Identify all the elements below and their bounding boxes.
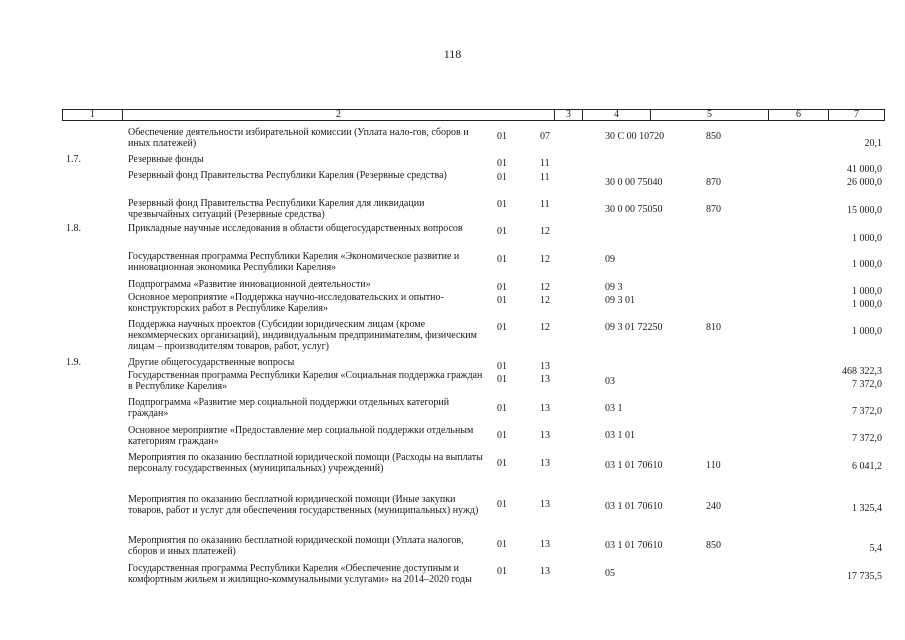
header-col-2: 2 <box>123 110 555 120</box>
row-name: Поддержка научных проектов (Субсидии юридическим лицам (кроме некоммерческих организаций), индивидуальным предпринимателям, физическим лицам – производителям товаров, работ, услуг) <box>128 319 477 352</box>
row-col-4: 12 <box>540 226 550 237</box>
row-col-5: 30 0 00 75050 <box>605 204 663 215</box>
row-col-4: 13 <box>540 499 550 510</box>
row-col-6: 850 <box>706 131 721 142</box>
row-col-7: 1 000,0 <box>852 286 882 297</box>
row-col-4: 13 <box>540 403 550 414</box>
row-col-7: 15 000,0 <box>847 205 882 216</box>
row-col-4: 11 <box>540 158 550 169</box>
row-name: Обеспечение деятельности избирательной комиссии (Уплата нало-гов, сборов и иных платежей) <box>128 127 469 149</box>
row-col-6: 870 <box>706 177 721 188</box>
row-col-5: 09 3 01 72250 <box>605 322 663 333</box>
row-col-3: 01 <box>497 430 507 441</box>
row-name: Подпрограмма «Развитие инновационной деятельности» <box>128 279 371 290</box>
row-col-3: 01 <box>497 361 507 372</box>
row-col-3: 01 <box>497 374 507 385</box>
row-col-4: 12 <box>540 295 550 306</box>
row-col-5: 03 1 01 <box>605 430 635 441</box>
row-col-7: 20,1 <box>864 138 882 149</box>
row-col-3: 01 <box>497 295 507 306</box>
row-col-6: 240 <box>706 501 721 512</box>
row-col-7: 1 000,0 <box>852 299 882 310</box>
row-col-4: 12 <box>540 254 550 265</box>
row-name: Государственная программа Республики Карелия «Обеспечение доступным и комфортным жильем и жилищно-коммунальными услугами» на 2014–2020 годы <box>128 563 472 585</box>
row-col-4: 13 <box>540 361 550 372</box>
row-col-3: 01 <box>497 458 507 469</box>
row-col-4: 13 <box>540 539 550 550</box>
row-col-3: 01 <box>497 254 507 265</box>
row-col-3: 01 <box>497 499 507 510</box>
row-number: 1.8. <box>66 223 81 234</box>
header-col-4: 4 <box>583 110 651 120</box>
row-name: Мероприятия по оказанию бесплатной юридической помощи (Уплата налогов, сборов и иных платежей) <box>128 535 464 557</box>
row-col-7: 1 000,0 <box>852 233 882 244</box>
row-col-7: 41 000,0 <box>847 164 882 175</box>
row-number: 1.7. <box>66 154 81 165</box>
row-name: Резервный фонд Правительства Республики Карелия (Резервные средства) <box>128 170 447 181</box>
row-col-5: 09 <box>605 254 615 265</box>
row-name: Государственная программа Республики Карелия «Социальная поддержка граждан в Республике Карелия» <box>128 370 483 392</box>
row-col-3: 01 <box>497 158 507 169</box>
row-col-4: 13 <box>540 374 550 385</box>
row-name: Резервный фонд Правительства Республики Карелия для ликвидации чрезвычайных ситуаций (Резервные средства) <box>128 198 425 220</box>
row-col-3: 01 <box>497 282 507 293</box>
row-col-5: 09 3 <box>605 282 623 293</box>
row-col-4: 11 <box>540 172 550 183</box>
row-col-5: 03 1 01 70610 <box>605 540 663 551</box>
row-name: Другие общегосударственные вопросы <box>128 357 295 368</box>
row-col-7: 7 372,0 <box>852 433 882 444</box>
row-col-6: 850 <box>706 540 721 551</box>
header-col-5: 5 <box>651 110 769 120</box>
header-col-6: 6 <box>769 110 829 120</box>
row-col-7: 1 325,4 <box>852 503 882 514</box>
row-col-3: 01 <box>497 403 507 414</box>
row-col-3: 01 <box>497 566 507 577</box>
row-col-6: 870 <box>706 204 721 215</box>
row-col-5: 30 С 00 10720 <box>605 131 665 142</box>
row-name: Основное мероприятие «Поддержка научно-исследовательских и опытно-конструкторских работ в Республике Карелия» <box>128 292 444 314</box>
row-col-4: 12 <box>540 322 550 333</box>
row-number: 1.9. <box>66 357 81 368</box>
row-col-3: 01 <box>497 172 507 183</box>
row-col-4: 11 <box>540 199 550 210</box>
row-col-3: 01 <box>497 322 507 333</box>
row-name: Подпрограмма «Развитие мер социальной поддержки отдельных категорий граждан» <box>128 397 450 419</box>
row-name: Мероприятия по оказанию бесплатной юридической помощи (Иные закупки товаров, работ и услуг для обеспечения государственных (муниципальных) нужд) <box>128 494 479 516</box>
row-col-5: 09 3 01 <box>605 295 635 306</box>
row-name: Прикладные научные исследования в области общегосударственных вопросов <box>128 223 463 234</box>
row-col-7: 26 000,0 <box>847 177 882 188</box>
row-col-4: 07 <box>540 131 550 142</box>
row-col-7: 1 000,0 <box>852 326 882 337</box>
table-header <box>62 109 885 121</box>
row-name: Мероприятия по оказанию бесплатной юридической помощи (Расходы на выплаты персоналу государственных (муниципальных) учреждений) <box>128 452 483 474</box>
header-col-3: 3 <box>555 110 583 120</box>
header-col-1: 1 <box>63 110 123 120</box>
row-col-4: 13 <box>540 566 550 577</box>
row-col-3: 01 <box>497 199 507 210</box>
row-col-7: 5,4 <box>869 543 882 554</box>
header-col-7: 7 <box>854 109 859 120</box>
row-col-3: 01 <box>497 539 507 550</box>
row-col-7: 1 000,0 <box>852 259 882 270</box>
row-col-7: 7 372,0 <box>852 406 882 417</box>
row-col-5: 03 1 01 70610 <box>605 501 663 512</box>
row-col-7: 6 041,2 <box>852 461 882 472</box>
row-col-7: 7 372,0 <box>852 379 882 390</box>
row-col-6: 810 <box>706 322 721 333</box>
row-col-5: 03 1 01 70610 <box>605 460 663 471</box>
row-name: Основное мероприятие «Предоставление мер социальной поддержки отдельным категориям граждан» <box>128 425 474 447</box>
row-col-5: 03 <box>605 376 615 387</box>
row-col-6: 110 <box>706 460 721 471</box>
row-col-7: 468 322,3 <box>842 366 882 377</box>
row-name: Резервные фонды <box>128 154 204 165</box>
page-number: 118 <box>443 47 462 61</box>
row-col-3: 01 <box>497 131 507 142</box>
row-col-4: 13 <box>540 430 550 441</box>
row-col-4: 13 <box>540 458 550 469</box>
row-col-4: 12 <box>540 282 550 293</box>
row-col-5: 30 0 00 75040 <box>605 177 663 188</box>
row-col-5: 05 <box>605 568 615 579</box>
row-col-7: 17 735,5 <box>847 571 882 582</box>
row-col-3: 01 <box>497 226 507 237</box>
row-name: Государственная программа Республики Карелия «Экономическое развитие и инновационная экономика Республики Карелия» <box>128 251 460 273</box>
row-col-5: 03 1 <box>605 403 623 414</box>
